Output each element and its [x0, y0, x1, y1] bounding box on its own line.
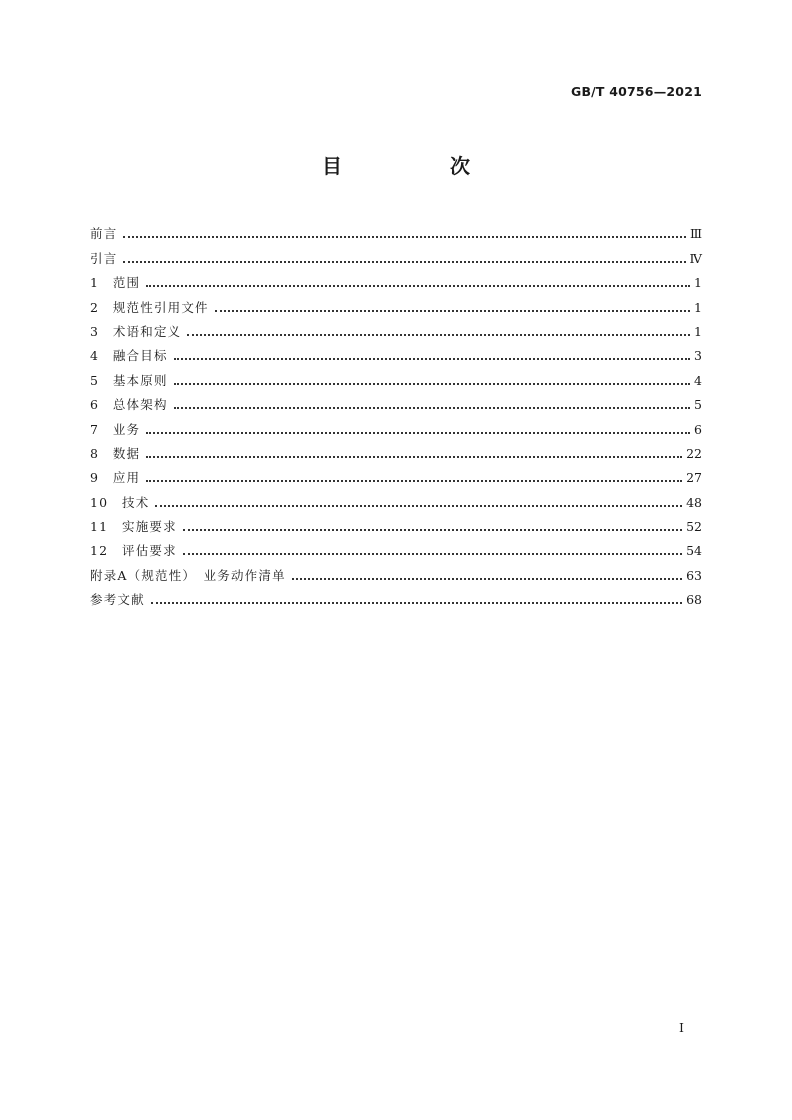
- toc-leader-dots: [146, 285, 690, 287]
- toc-entry-label: 1 范围: [90, 275, 141, 291]
- toc-entry-foreword[interactable]: [90, 218, 702, 242]
- toc-entry-page: 1: [694, 323, 702, 339]
- toc-entry-bibliography[interactable]: [90, 584, 702, 608]
- toc-entry-page: 54: [686, 543, 702, 559]
- toc-entry-page: 27: [686, 470, 702, 486]
- toc-leader-dots: [187, 334, 690, 336]
- toc-entry-label: 12 评估要求: [90, 543, 177, 559]
- toc-entry-11[interactable]: [90, 511, 702, 535]
- page-title: 目 次: [322, 154, 514, 178]
- page-number: I: [679, 1020, 684, 1035]
- toc-leader-dots: [146, 456, 682, 458]
- toc-leader-dots: [292, 578, 682, 580]
- toc-leader-dots: [151, 602, 682, 604]
- toc-entry-7[interactable]: [90, 413, 702, 437]
- toc-entry-page: 1: [694, 275, 702, 291]
- toc-entry-label: 附录A（规范性） 业务动作清单: [90, 567, 286, 583]
- toc-entry-label: 前言: [90, 226, 118, 242]
- toc-entry-page: 6: [694, 421, 702, 437]
- toc-entry-label: 7 业务: [90, 421, 141, 437]
- toc-entry-page: Ⅲ: [689, 226, 702, 242]
- toc-entry-page: 63: [686, 567, 702, 583]
- toc-leader-dots: [215, 310, 690, 312]
- toc-entry-page: 4: [694, 372, 702, 388]
- toc-entry-label: 2 规范性引用文件: [90, 299, 209, 315]
- toc-entry-3[interactable]: [90, 316, 702, 340]
- toc-entry-label: 引言: [90, 250, 118, 266]
- toc-entry-page: 1: [694, 299, 702, 315]
- toc-entry-label: 参考文献: [90, 592, 145, 608]
- toc-entry-label: 6 总体架构: [90, 397, 168, 413]
- table-of-contents: [90, 218, 702, 608]
- toc-entry-8[interactable]: [90, 438, 702, 462]
- toc-entry-page: 52: [686, 519, 702, 535]
- toc-entry-label: 8 数据: [90, 445, 141, 461]
- toc-entry-label: 4 融合目标: [90, 348, 168, 364]
- toc-entry-6[interactable]: [90, 389, 702, 413]
- toc-entry-2[interactable]: [90, 291, 702, 315]
- toc-entry-label: 10 技术: [90, 494, 150, 510]
- toc-entry-appendix-a[interactable]: [90, 559, 702, 583]
- toc-leader-dots: [123, 236, 686, 238]
- toc-leader-dots: [174, 383, 690, 385]
- toc-entry-page: Ⅳ: [689, 250, 702, 266]
- toc-leader-dots: [146, 480, 682, 482]
- toc-leader-dots: [155, 505, 682, 507]
- toc-entry-12[interactable]: [90, 535, 702, 559]
- toc-entry-1[interactable]: [90, 267, 702, 291]
- toc-leader-dots: [183, 553, 682, 555]
- toc-entry-page: 48: [686, 494, 702, 510]
- toc-leader-dots: [174, 407, 690, 409]
- toc-entry-page: 3: [694, 348, 702, 364]
- toc-entry-label: 9 应用: [90, 470, 141, 486]
- toc-leader-dots: [174, 358, 690, 360]
- toc-leader-dots: [123, 261, 685, 263]
- toc-entry-label: 11 实施要求: [90, 519, 177, 535]
- toc-entry-introduction[interactable]: [90, 242, 702, 266]
- standard-code: GB/T 40756—2021: [570, 84, 702, 99]
- toc-entry-page: 68: [686, 592, 702, 608]
- toc-entry-9[interactable]: [90, 462, 702, 486]
- toc-entry-4[interactable]: [90, 340, 702, 364]
- toc-entry-5[interactable]: [90, 364, 702, 388]
- toc-leader-dots: [183, 529, 682, 531]
- toc-entry-label: 3 术语和定义: [90, 323, 182, 339]
- toc-entry-page: 22: [686, 445, 702, 461]
- toc-entry-10[interactable]: [90, 486, 702, 510]
- toc-entry-label: 5 基本原则: [90, 372, 168, 388]
- toc-leader-dots: [146, 432, 690, 434]
- toc-entry-page: 5: [694, 397, 702, 413]
